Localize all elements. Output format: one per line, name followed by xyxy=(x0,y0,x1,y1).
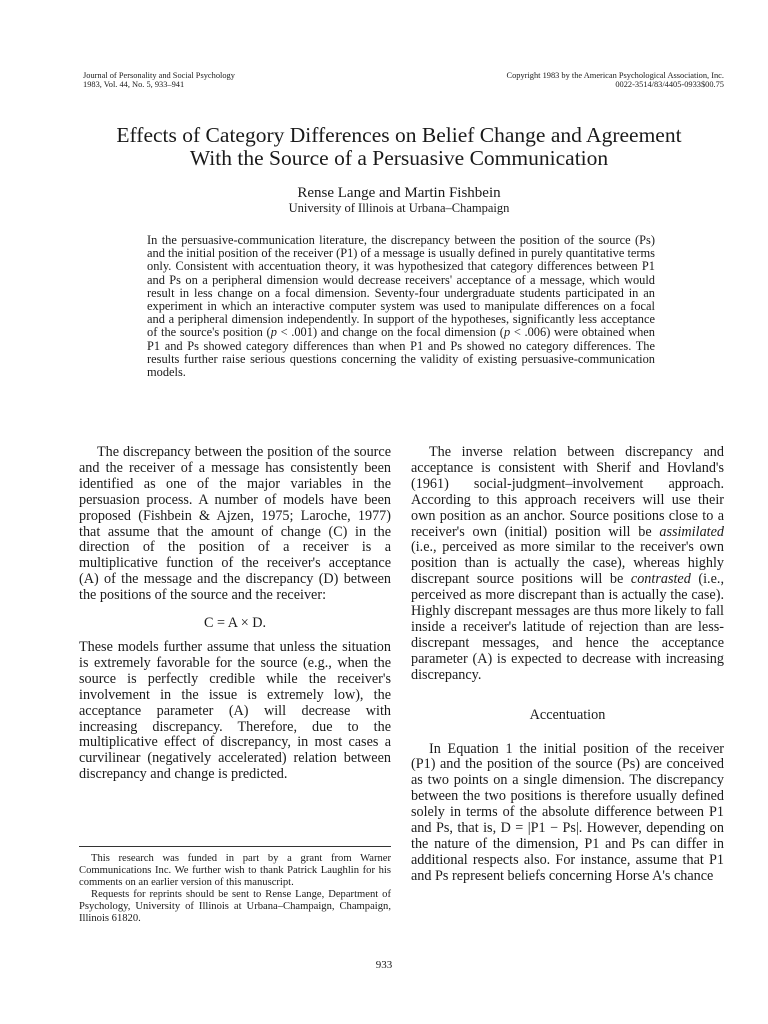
right-text-1c: (i.e., perceived as more discrepant than is actually the case). Highly discrepant messages are thus more likely to fall inside a receiver's latitude of rejection than are less-discrepant messages, and hence the acceptance parameter (A) is expected to decrease with increasing discrepancy. xyxy=(411,571,724,683)
journal-name: Journal of Personality and Social Psychology xyxy=(83,71,235,80)
right-text-1b: (i.e., perceived as more similar to the receiver's own position than is actually the case), whereas highly discrepant source positions will be xyxy=(411,539,724,588)
abstract xyxy=(147,234,655,379)
right-column xyxy=(411,445,724,885)
left-paragraph-1: The discrepancy between the position of the source and the receiver of a message has consistently been identified as one of the major variables in the persuasion process. A number of models have been proposed (Fishbein & Ajzen, 1975; Laroche, 1977) that assume that the amount of change (C) in the direction of the position of a receiver is a multiplicative function of the receiver's acceptance (A) of the message and the discrepancy (D) between the positions of the source and the receiver: xyxy=(79,444,391,604)
abstract-text-3: < .006) were obtained when P1 and Ps showed category differences than when P1 and Ps showed no category differences. The results further raise serious questions concerning the validity of existing persuasive-communication models. xyxy=(147,325,655,380)
left-paragraph-2: These models further assume that unless the situation is extremely favorable for the source (e.g., when the source is perfectly credible while the receiver's involvement in the issue is extremely low), the acceptance parameter (A) will decrease with increasing discrepancy. Therefore, due to the multiplicative effect of discrepancy, in most cases a curvilinear (negatively accelerated) relation between discrepancy and change is predicted. xyxy=(79,638,391,783)
copyright-notice xyxy=(507,71,724,89)
copyright-code: 0022-3514/83/4405-0933$00.75 xyxy=(615,80,724,89)
abstract-p-1: p xyxy=(270,325,277,340)
right-paragraph-1 xyxy=(411,445,724,684)
journal-citation xyxy=(83,71,235,89)
footnotes xyxy=(79,853,391,926)
equation-1: C = A × D. xyxy=(203,615,267,632)
emphasis-assimilated: assimilated xyxy=(659,523,724,540)
right-text-1a: The inverse relation between discrepancy and acceptance is consistent with Sherif and Hovland's (1961) social-judgment–involvement approach. According to this approach receivers will use their own position as an anchor. Source positions close to a receiver's own (initial) position will be xyxy=(411,444,724,540)
abstract-text-2: < .001) and change on the focal dimension ( xyxy=(276,325,504,340)
left-column xyxy=(79,445,391,783)
authors: Rense Lange and Martin Fishbein xyxy=(297,185,501,201)
abstract-text-1: In the persuasive-communication literature, the discrepancy between the position of the source (Ps) and the initial position of the receiver (P1) of a message is usually defined in purely quantitative terms only. Consistent with accentuation theory, it was hypothesized that category differences between P1 and Ps on a peripheral dimension would decrease receivers' acceptance of a message, which would result in less change on a focal dimension. Seventy-four undergraduate students participated in an experiment in which an interactive computer system was used to manipulate differences on a focal and a peripheral dimension independently. In support of the hypotheses, significantly less acceptance of the source's position ( xyxy=(147,233,655,340)
page-number: 933 xyxy=(375,959,393,971)
copyright-text: Copyright 1983 by the American Psychological Association, Inc. xyxy=(506,71,724,80)
abstract-p-2: p xyxy=(503,325,511,340)
footnote-funding: This research was funded in part by a grant from Warner Communications Inc. We further wish to thank Patrick Laughlin for his comments on an earlier version of this manuscript. xyxy=(79,853,391,889)
footnote-reprints: Requests for reprints should be sent to Rense Lange, Department of Psychology, University of Illinois at Urbana–Champaign, Champaign, Illinois 61820. xyxy=(79,889,391,925)
right-paragraph-2: In Equation 1 the initial position of the receiver (P1) and the position of the source (Ps) are conceived as two points on a single dimension. The discrepancy between the two positions is therefore usually defined solely in terms of the absolute difference between P1 and Ps, that is, D = |P1 − Ps|. However, depending on the nature of the dimension, P1 and Ps can differ in additional respects also. For instance, assume that P1 and Ps represent beliefs concerning Horse A's chance xyxy=(411,740,724,884)
article-title xyxy=(60,124,738,170)
affiliation: University of Illinois at Urbana–Champaign xyxy=(288,201,510,215)
footnote-divider xyxy=(79,846,391,847)
journal-volume: 1983, Vol. 44, No. 5, 933–941 xyxy=(83,80,185,89)
title-line-1: Effects of Category Differences on Belief Change and Agreement xyxy=(116,123,682,147)
title-line-2: With the Source of a Persuasive Communication xyxy=(189,146,609,170)
section-heading-accentuation: Accentuation xyxy=(529,706,606,723)
emphasis-contrasted: contrasted xyxy=(630,571,691,588)
